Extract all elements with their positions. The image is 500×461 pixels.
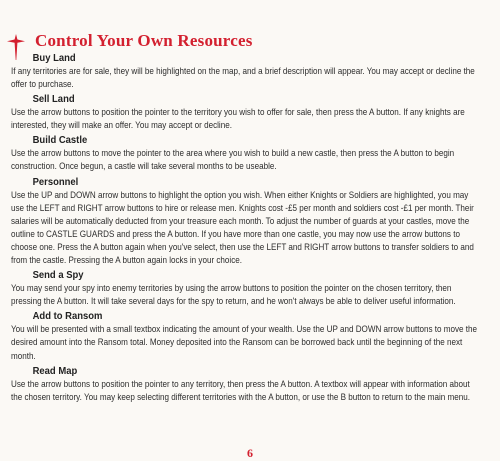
section-body: You may send your spy into enemy territories by using the arrow buttons to position the pointer on the chosen territory, then pressing the A button. It will take several days for the spy to return, and he won't always be able to deliver useful information. [11,283,456,307]
section-title: Read Map [32,364,78,377]
section-add-to-ransom [11,310,493,362]
section-body: Use the arrow buttons to move the pointer to the area where you wish to build a new castle, then press the A button to begin construction. Once begun, a castle will take several months to be useable. [11,148,455,172]
section-read-map [11,365,493,404]
section-title: Buy Land [32,52,76,64]
page-heading: Control Your Own Resources [35,31,253,50]
section-title: Build Castle [32,134,88,147]
section-sell-land [11,93,493,132]
section-title: Send a Spy [32,269,84,282]
page-number: 6 [247,446,253,460]
section-body: You will be presented with a small textbox indicating the amount of your wealth. Use the UP and DOWN arrow buttons to move the desired amount into the Ransom total. Money deposited into the Ransom can be borrowed back until the beginning of the next month. [11,324,478,361]
section-body: Use the arrow buttons to position the pointer to any territory, then press the A button. A textbox will appear with information about the chosen territory. You may keep selecting different territories with the A button, or use the B button to return to the main menu. [11,378,471,402]
section-body: If any territories are for sale, they will be highlighted on the map, and a brief description will appear. You may accept or decline the offer to purchase. [11,66,475,90]
section-build-castle [11,134,493,173]
section-title: Add to Ransom [32,310,103,323]
sections-list [11,52,493,406]
section-send-a-spy [11,269,493,308]
section-buy-land [11,52,493,91]
section-title: Sell Land [32,93,75,106]
section-body: Use the UP and DOWN arrow buttons to highlight the option you wish. When either Knights or Soldiers are highlighted, you may use the LEFT and RIGHT arrow buttons to hire or release men. Knights cost -£5 per month and soldiers cost -£1 per month. Their salaries will be automatically deducted from your treasure each month. To adjust the number of guards at your castles, move the outline to CASTLE GUARDS and press the A button. If you have more than one castle, you may now use the arrow buttons to choose one. Press the A button again when you've select, then use the LEFT and RIGHT arrow buttons to transfer soldiers to and from the castle. Pressing the A button again locks in your choice. [11,189,474,266]
section-personnel [11,176,493,268]
section-body: Use the arrow buttons to position the pointer to the territory you wish to offer for sale, then press the A button. If any knights are interested, they will make an offer. You may accept or decline. [11,107,465,131]
section-title: Personnel [32,175,79,188]
